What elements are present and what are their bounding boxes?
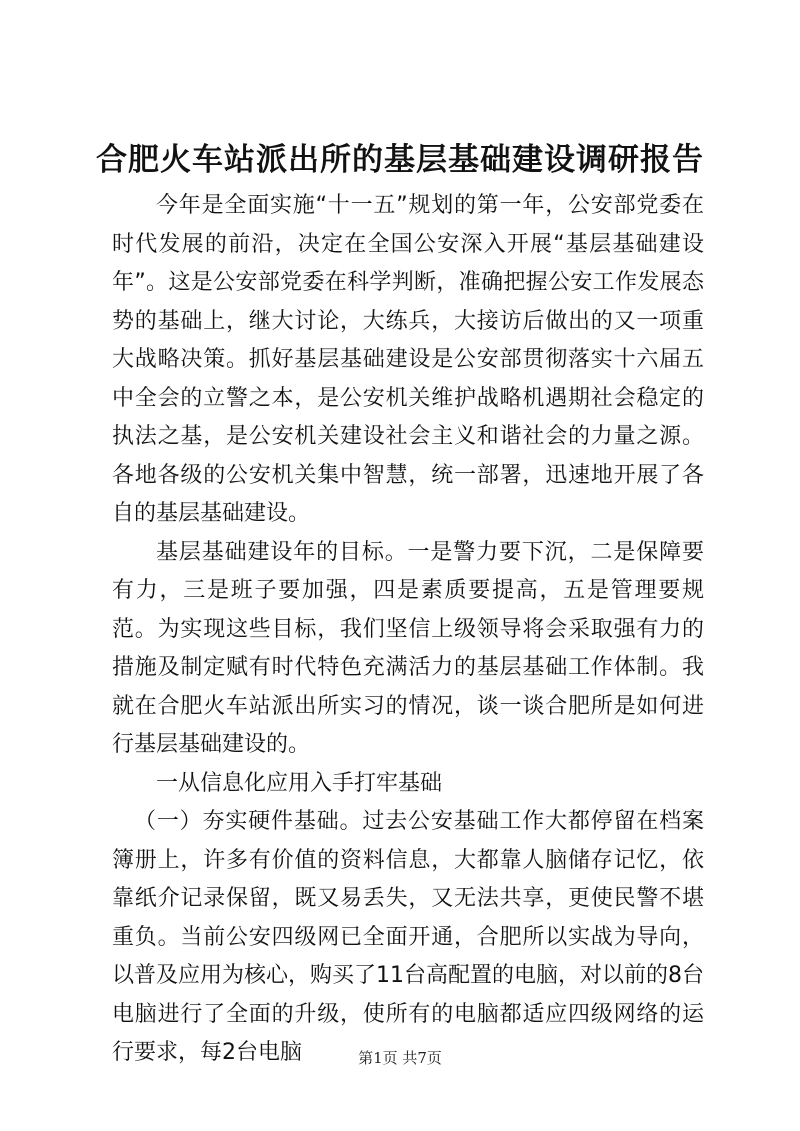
section-heading-informatization: 一从信息化应用入手打牢基础 (156, 770, 443, 796)
document-title: 合肥火车站派出所的基层基础建设调研报告 (96, 142, 704, 178)
paragraph-intro: 今年是全面实施“十一五”规划的第一年，公安部党委在时代发展的前沿，决定在全国公安深入开展“基层基础建设年”。这是公安部党委在科学判断，准确把握公安工作发展态势的基础上，继大讨论，大练兵，大接访后做出的又一项重大战略决策。抓好基层基础建设是公安部贯彻落实十六届五中全会的立警之本，是公安机关维护战略机遇期社会稳定的执法之基，是公安机关建设社会主义和谐社会的力量之源。各地各级的公安机关集中智慧，统一部署，迅速地开展了各自的基层基础建设。 (112, 193, 704, 526)
paragraph-hardware-foundation: （一）夯实硬件基础。过去公安基础工作大都停留在档案簿册上，许多有价值的资料信息，大都靠人脑储存记忆，依靠纸介记录保留，既又易丢失，又无法共享，更使民警不堪重负。当前公安四级网已全面开通，合肥所以实战为导向，以普及应用为核心，购买了11台高配置的电脑，对以前的8台电脑进行了全面的升级，使所有的电脑都适应四级网络的运行要求，每2台电脑 (112, 809, 704, 1065)
paragraph-goals: 基层基础建设年的目标。一是警力要下沉，二是保障要有力，三是班子要加强，四是素质要提高，五是管理要规范。为实现这些目标，我们坚信上级领导将会采取强有力的措施及制定赋有时代特色充满活力的基层基础工作体制。我就在合肥火车站派出所实习的情况，谈一谈合肥所是如何进行基层基础建设的。 (112, 539, 704, 757)
page-number-footer: 第1页 共7页 (358, 1049, 442, 1067)
document-body (112, 187, 704, 1073)
